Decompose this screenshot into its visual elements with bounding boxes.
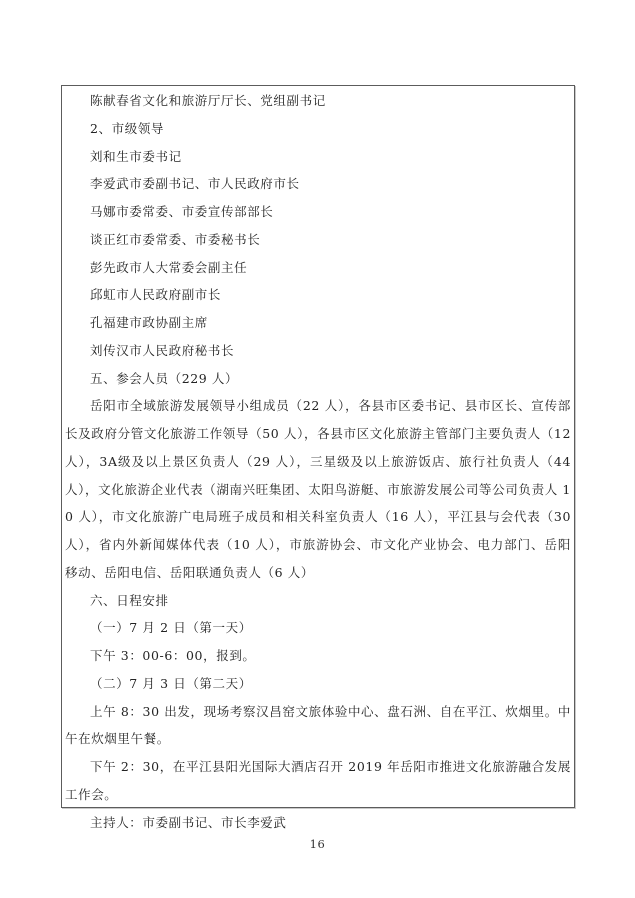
paragraph-heading-schedule: 六、日程安排 [90, 592, 169, 608]
paragraph-leader: 刘和生市委书记 [90, 148, 182, 164]
paragraph-schedule-day1: （一）7 月 2 日（第一天） [90, 620, 252, 636]
paragraph-schedule-day2: （二）7 月 3 日（第二天） [90, 675, 252, 691]
paragraph-heading-participants: 五、参会人员（229 人） [90, 370, 239, 386]
paragraph-participants-detail: 岳阳市全域旅游发展领导小组成员（22 人），各县市区委书记、县市区长、宣传部长及政府分管文化旅游工作领导（50 人），各县市区文化旅游主管部门主要负责人（12 人），3A级及以上景区负责人（29 人），三星级及以上旅游饭店、旅行社负责人（44 人），文化旅游企业代表（湖南兴旺集团、太阳鸟游艇、市旅游发展公司等公司负责人 10 人），市文化旅游广电局班子成员和相关科室负责人（16 人），平江县与会代表（30 人），省内外新闻媒体代表（10 人），市旅游协会、市文化产业协会、电力部门、岳阳移动、岳阳电信、岳阳联通负责人（6 人） [65, 398, 571, 580]
paragraph-leader: 孔福建市政协副主席 [90, 315, 208, 330]
paragraph-schedule-day2-morning: 上午 8：30 出发，现场考察汉昌窑文旅体验中心、盘石洲、自在平江、炊烟里。中午在炊烟里午餐。 [65, 703, 571, 747]
paragraph-schedule-host: 主持人：市委副书记、市长李爱武 [90, 814, 287, 830]
document-table-cell [61, 85, 575, 830]
paragraph-leader: 马娜市委常委、市委宣传部部长 [90, 204, 274, 219]
paragraph-schedule-day1-detail: 下午 3：00-6：00，报到。 [90, 648, 256, 663]
paragraph-schedule-day2-afternoon: 下午 2：30，在平江县阳光国际大酒店召开 2019 年岳阳市推进文化旅游融合发展工作会。 [65, 759, 571, 802]
paragraph-leader: 李爱武市委副书记、市人民政府市长 [90, 176, 300, 192]
paragraph-leader: 邱虹市人民政府副市长 [90, 287, 222, 303]
paragraph-heading-city-leaders: 2、市级领导 [90, 120, 165, 136]
paragraph-leader: 谈正红市委常委、市委秘书长 [90, 231, 261, 247]
paragraph-leader: 彭先政市人大常委会副主任 [90, 259, 248, 275]
page-number: 16 [309, 837, 326, 851]
paragraph-leader: 刘传汉市人民政府秘书长 [90, 342, 235, 358]
paragraph-attendee-provincial: 陈献春省文化和旅游厅厅长、党组副书记 [90, 93, 326, 108]
